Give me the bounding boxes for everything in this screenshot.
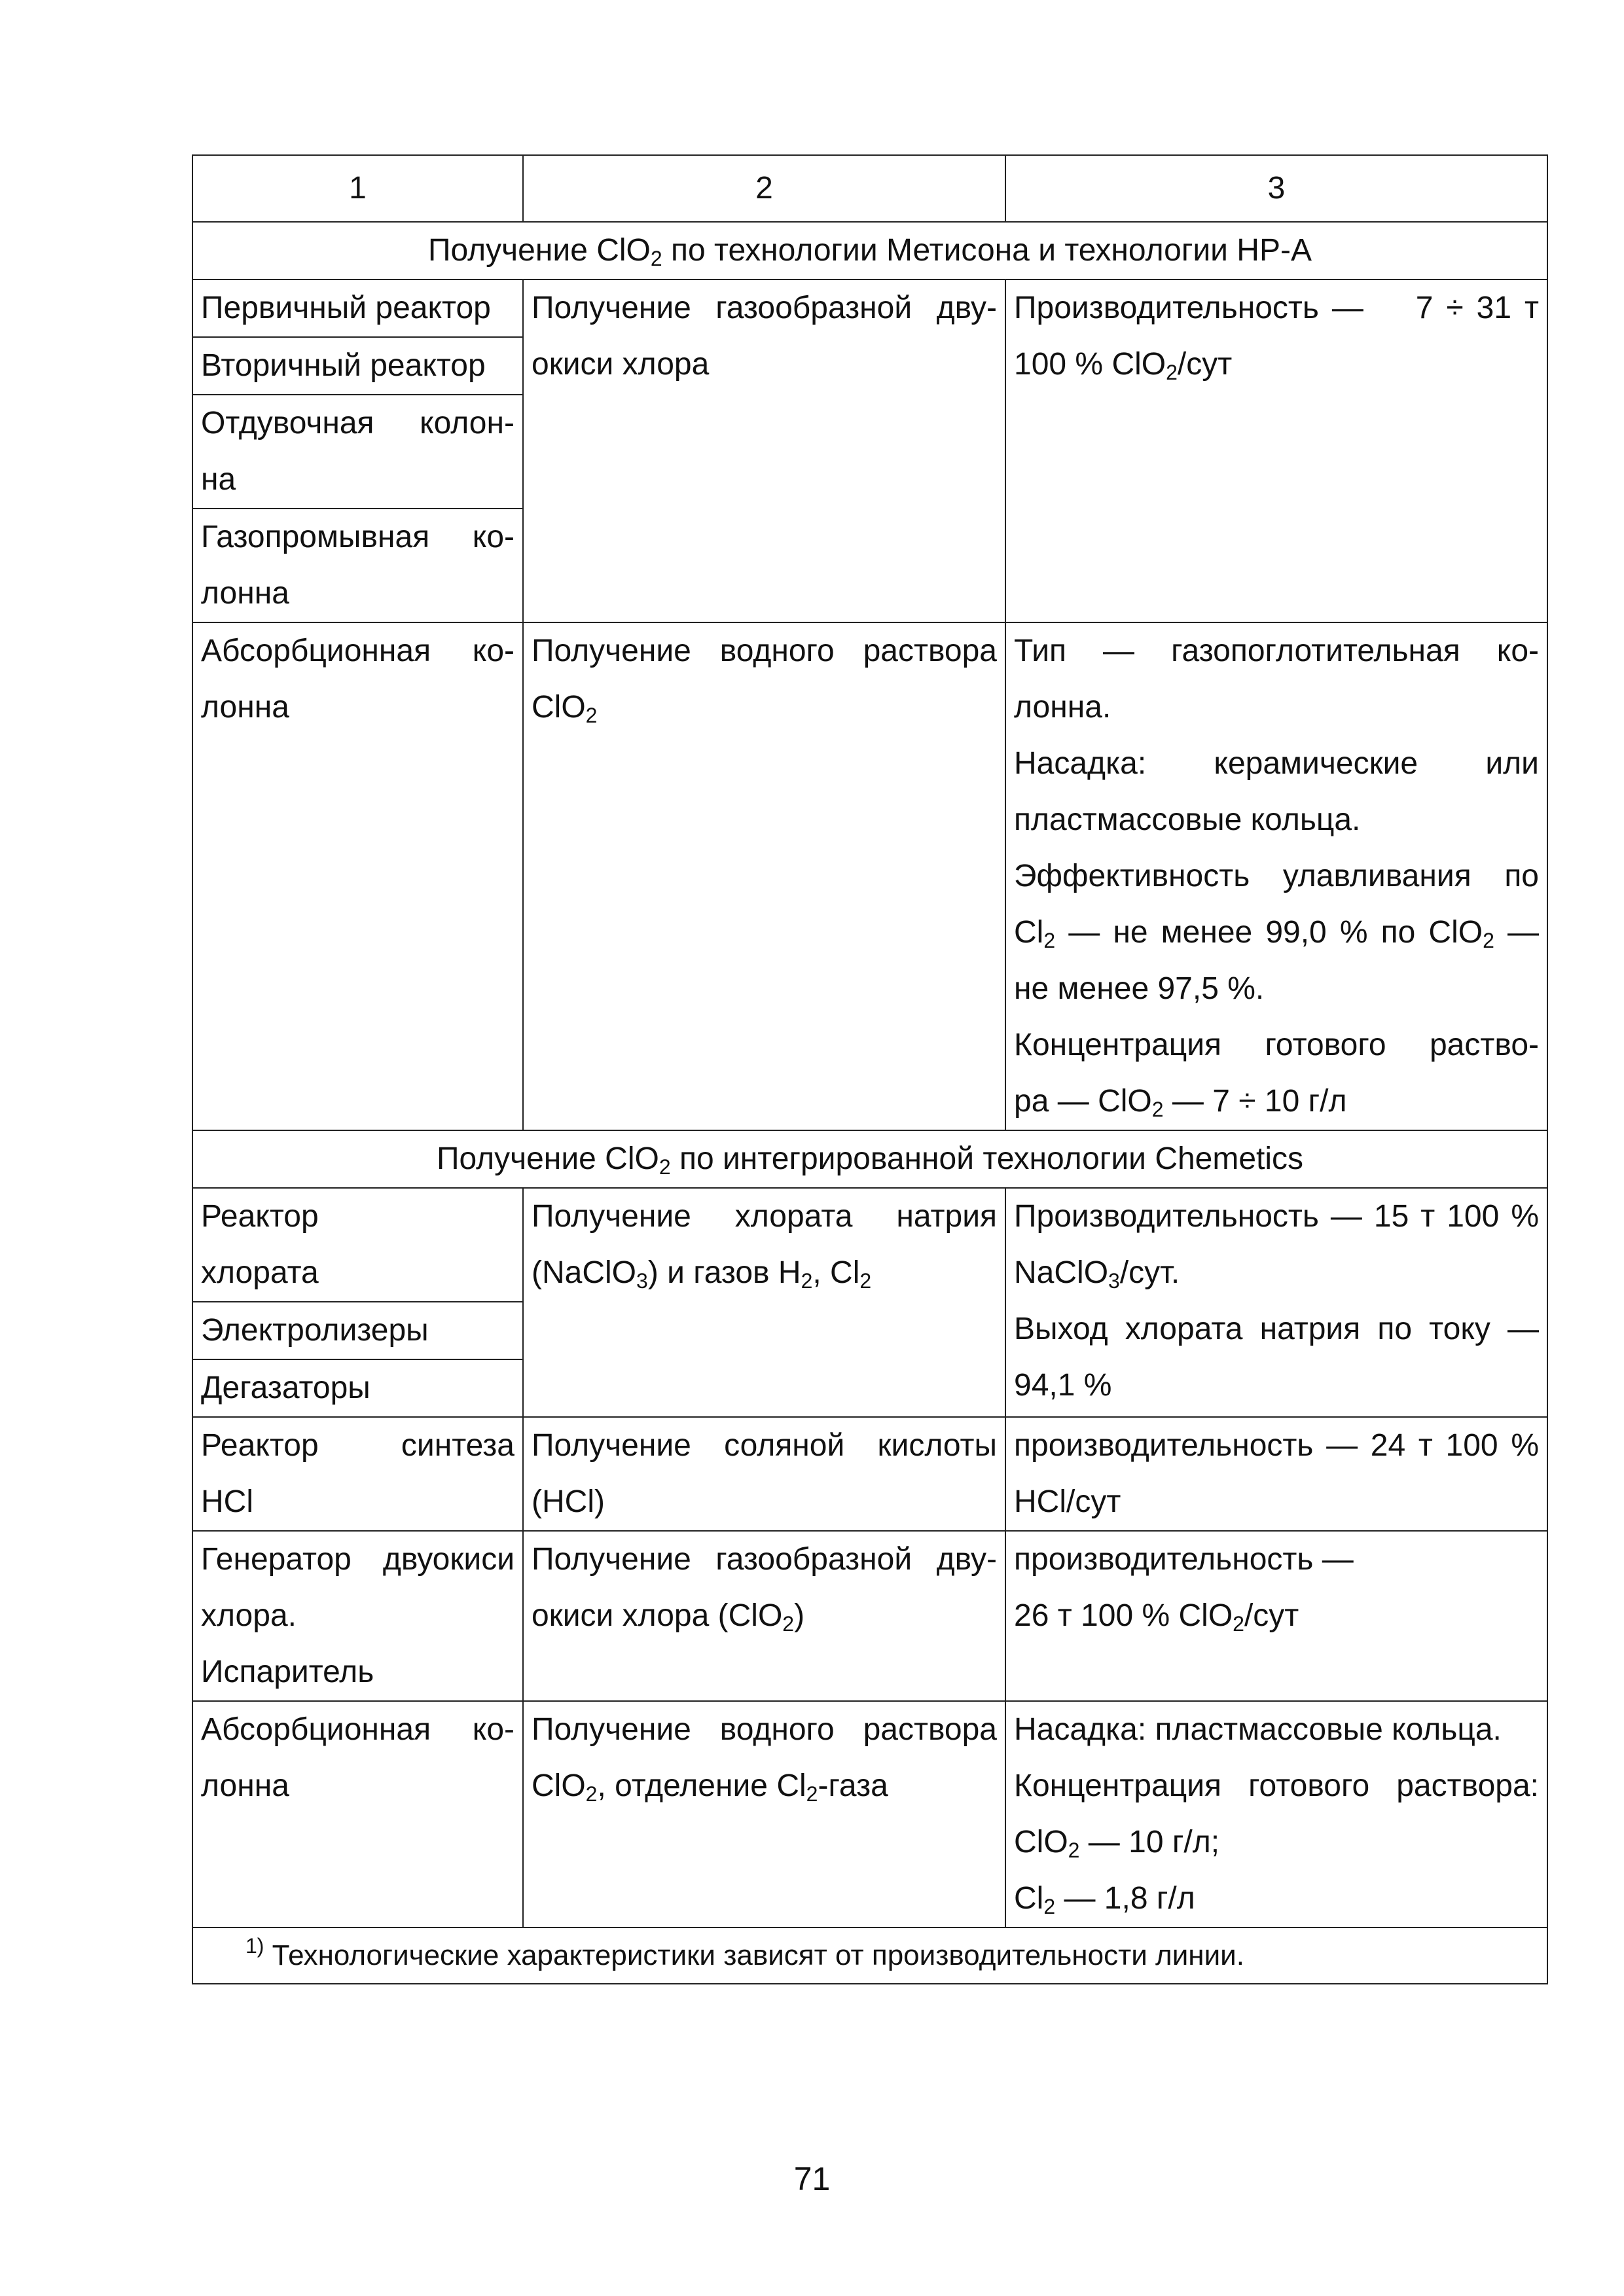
table-cell: Получение водного раствора ClO$_2$ bbox=[523, 622, 1005, 1130]
table-cell: Производительность — 15 т 100 % NaClO$_3$/сут. Выход хлората натрия по току — 94,1 % bbox=[1005, 1188, 1547, 1417]
footnote-row bbox=[192, 1928, 1547, 1984]
table-cell: Реактор синтеза HCl bbox=[192, 1417, 523, 1531]
table-cell: Получение хлората натрия (NaClO$_3$) и газов $H_2$, $Cl_2$ bbox=[523, 1188, 1005, 1417]
table-cell: Производительность — 7 ÷ 31 т 100 % ClO$_2$/сут bbox=[1005, 279, 1547, 622]
table-cell: производительность — 26 т 100 % ClO$_2$/сут bbox=[1005, 1531, 1547, 1701]
table-row bbox=[192, 1531, 1547, 1701]
table-cell: Получение газообразной дву- окиси хлора (ClO$_2$) bbox=[523, 1531, 1005, 1701]
header-cell: 3 bbox=[1005, 155, 1547, 222]
table-cell: Получение газообразной дву- окиси хлора bbox=[523, 279, 1005, 622]
footnote-mark: 1) bbox=[245, 1934, 264, 1958]
table-cell: Первичный реактор bbox=[192, 279, 523, 337]
table-header-row bbox=[192, 155, 1547, 222]
footnote-text: Технологические характеристики зависят от производительности линии. bbox=[264, 1939, 1244, 1971]
section-title: Получение ClO$_2$ по интегрированной технологии Chemetics bbox=[192, 1130, 1547, 1188]
table-cell: Получение водного раствора ClO$_2$, отделение $Cl_2$-газа bbox=[523, 1701, 1005, 1928]
table-cell: производительность — 24 т 100 % HCl/сут bbox=[1005, 1417, 1547, 1531]
table-cell: Получение соляной кислоты (HCl) bbox=[523, 1417, 1005, 1531]
section-row bbox=[192, 222, 1547, 279]
table-cell: Отдувочная колон- на bbox=[192, 395, 523, 509]
section-row bbox=[192, 1130, 1547, 1188]
table-row bbox=[192, 1701, 1547, 1928]
table-cell: Реактор хлората bbox=[192, 1188, 523, 1302]
table-cell: Абсорбционная ко- лонна bbox=[192, 622, 523, 1130]
table-cell: Насадка: пластмассовые кольца. Концентрация готового раствора: ClO$_2$ — 10 г/л; $Cl_2$ — 1,8 г/л bbox=[1005, 1701, 1547, 1928]
table-cell: Генератор двуокиси хлора. Испаритель bbox=[192, 1531, 523, 1701]
section-title: Получение ClO$_2$ по технологии Метисона и технологии HP-A bbox=[192, 222, 1547, 279]
header-cell: 2 bbox=[523, 155, 1005, 222]
table-cell: Электролизеры bbox=[192, 1302, 523, 1359]
table-cell: Тип — газопоглотительная ко- лонна. Насадка: керамические или пластмассовые кольца. Эффективность улавливания по $Cl_2$ — не менее 99,0 % по ClO$_2$ — не менее 97,5 %. Концентрация готового раство- ра — ClO$_2$ — 7 ÷ 10 г/л bbox=[1005, 622, 1547, 1130]
table-row bbox=[192, 1417, 1547, 1531]
table-row bbox=[192, 1188, 1547, 1302]
equipment-table bbox=[192, 154, 1548, 1984]
header-cell: 1 bbox=[192, 155, 523, 222]
table-cell: Дегазаторы bbox=[192, 1359, 523, 1417]
table-row bbox=[192, 622, 1547, 1130]
table-row bbox=[192, 279, 1547, 337]
table-cell: Абсорбционная ко- лонна bbox=[192, 1701, 523, 1928]
table-cell: Вторичный реактор bbox=[192, 337, 523, 395]
page-number: 71 bbox=[793, 2161, 831, 2197]
footnote bbox=[192, 1928, 1547, 1984]
table-cell: Газопромывная ко- лонна bbox=[192, 509, 523, 622]
